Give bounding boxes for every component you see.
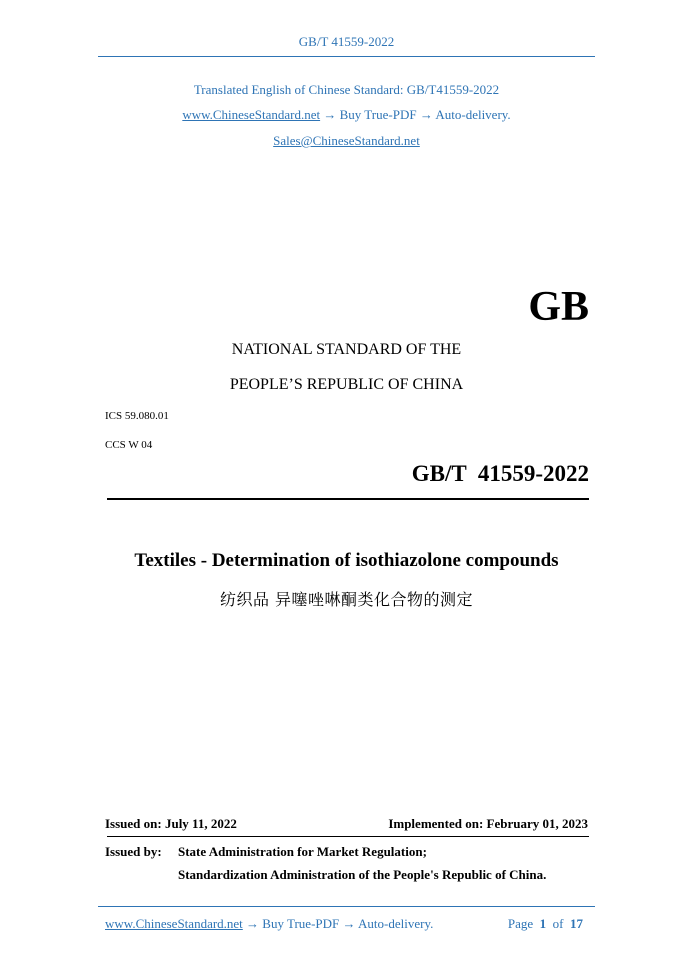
arrow-icon: → <box>320 107 340 122</box>
document-title-chinese: 纺织品 异噻唑啉酮类化合物的测定 <box>219 590 474 609</box>
footer-auto-text: Auto-delivery. <box>358 916 434 931</box>
issue-date-rule <box>107 836 589 837</box>
standard-number-rule <box>107 498 589 500</box>
buy-pdf-text: Buy True-PDF <box>339 107 417 122</box>
site-link[interactable]: www.ChineseStandard.net <box>182 107 321 122</box>
footer-links <box>105 916 433 932</box>
of-label: of <box>552 916 564 931</box>
national-standard-line1: NATIONAL STANDARD OF THE <box>231 341 462 358</box>
arrow-icon: → <box>416 107 436 122</box>
page-total: 17 <box>570 916 583 931</box>
translation-notice: Translated English of Chinese Standard: GB/T41559-2022 <box>193 82 500 97</box>
standard-number: GB/T 41559-2022 <box>411 461 589 486</box>
email-link[interactable]: Sales@ChineseStandard.net <box>273 133 420 148</box>
implemented-on-date: Implemented on: February 01, 2023 <box>388 816 588 831</box>
auto-delivery-text: Auto-delivery. <box>435 107 511 122</box>
header-divider <box>98 56 595 57</box>
page-indicator <box>508 916 583 932</box>
footer-site-link[interactable]: www.ChineseStandard.net <box>105 916 243 931</box>
issuer-line1: State Administration for Market Regulation; <box>178 844 427 859</box>
issuer-line2: Standardization Administration of the People's Republic of China. <box>178 867 547 882</box>
document-title-english: Textiles - Determination of isothiazolone compounds <box>134 550 559 571</box>
issued-by-label: Issued by: <box>105 844 162 859</box>
national-standard-line2: PEOPLE’S REPUBLIC OF CHINA <box>229 376 464 393</box>
translation-links <box>0 107 693 123</box>
ics-code: ICS 59.080.01 <box>105 410 169 422</box>
header-standard-code: GB/T 41559-2022 <box>298 34 395 49</box>
issued-on-date: Issued on: July 11, 2022 <box>105 816 237 831</box>
gb-logo: GB <box>528 284 589 330</box>
footer-divider <box>98 906 595 907</box>
ccs-code: CCS W 04 <box>105 439 153 451</box>
page-label: Page <box>507 916 534 931</box>
arrow-icon: → <box>242 916 263 931</box>
footer-buy-text: Buy True-PDF <box>262 916 340 931</box>
email-line <box>0 133 693 149</box>
arrow-icon: → <box>339 916 359 931</box>
page-number: 1 <box>539 916 547 931</box>
